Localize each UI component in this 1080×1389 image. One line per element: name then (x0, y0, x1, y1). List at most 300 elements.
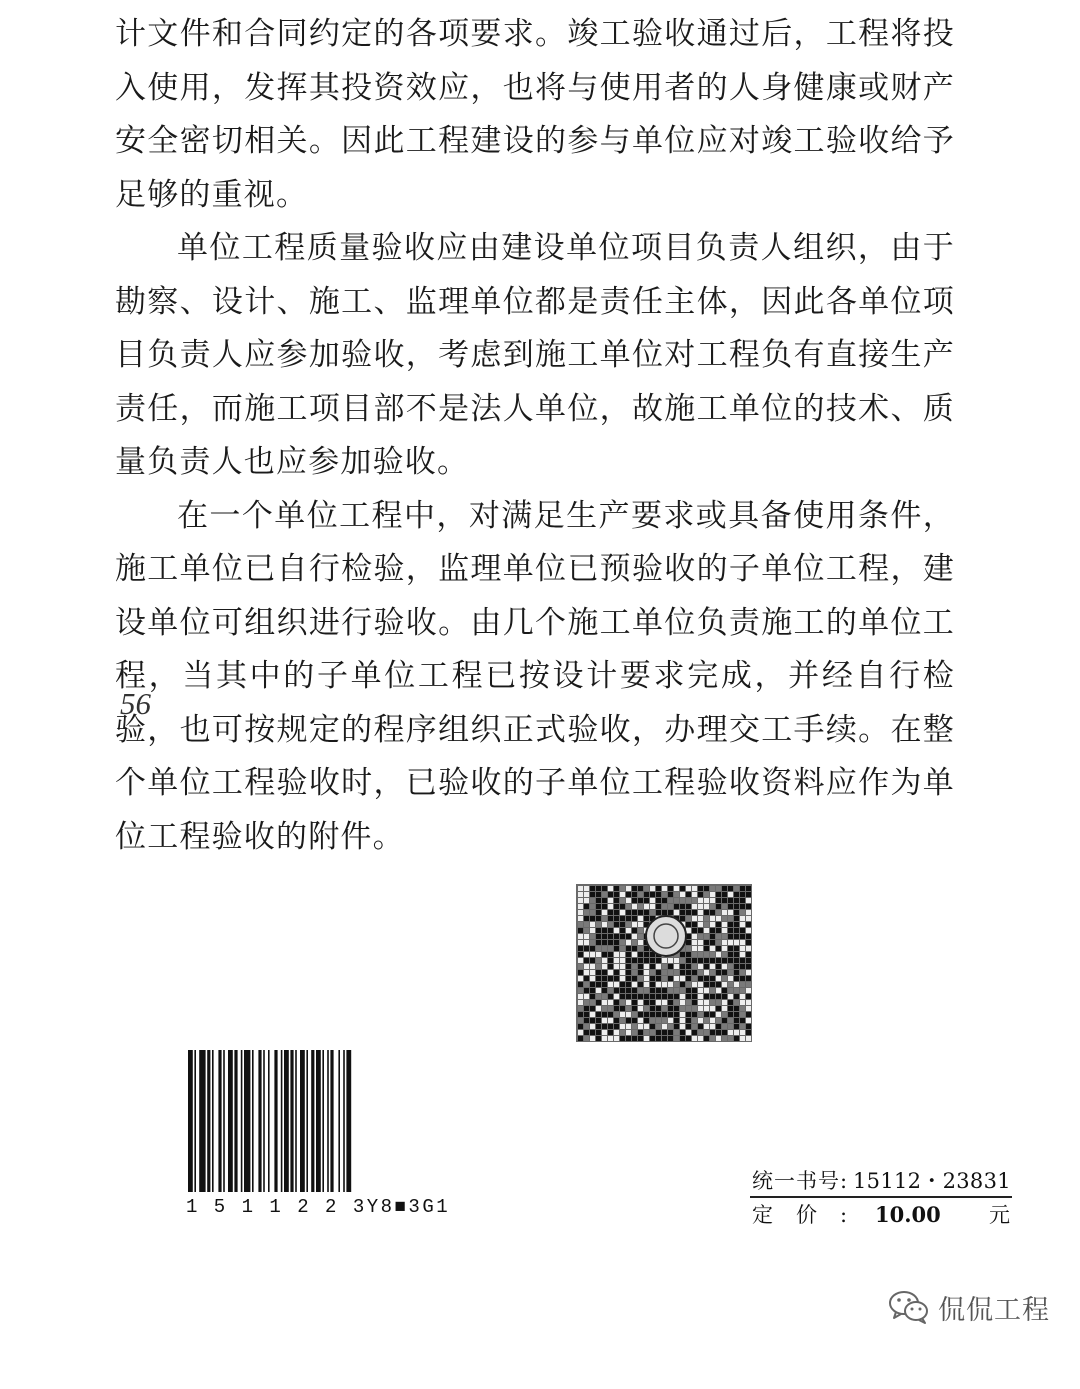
price-unit: 元 (989, 1203, 1010, 1227)
stamp-cell (728, 1030, 733, 1035)
stamp-cell (728, 1024, 733, 1029)
stamp-cell (644, 898, 649, 903)
stamp-cell (692, 958, 697, 963)
stamp-cell (692, 922, 697, 927)
stamp-cell (614, 1030, 619, 1035)
paragraph: 在一个单位工程中，对满足生产要求或具备使用条件，施工单位已自行检验，监理单位已预验收的子单位工程，建设单位可组织进行验收。由几个施工单位负责施工的单位工程，当其中的子单位工程已按设计要求完成，并经自行检验，也可按规定的程序组织正式验收，办理交工手续。在整个单位工程验收时，已验收的子单位工程验收资料应作为单位工程验收的附件。 (115, 497, 955, 855)
stamp-cell (602, 988, 607, 993)
stamp-cell (584, 952, 589, 957)
stamp-cell (632, 1030, 637, 1035)
stamp-cell (704, 934, 709, 939)
stamp-cell (662, 898, 667, 903)
stamp-cell (650, 964, 655, 969)
stamp-cell (740, 952, 745, 957)
catalog-number-value: 15112・23831 (853, 1169, 1011, 1193)
stamp-cell (608, 934, 613, 939)
stamp-cell (590, 892, 595, 897)
stamp-cell (638, 934, 643, 939)
stamp-cell (662, 976, 667, 981)
stamp-cell (608, 970, 613, 975)
stamp-cell (710, 976, 715, 981)
stamp-cell (692, 946, 697, 951)
stamp-cell (602, 982, 607, 987)
stamp-cell (632, 982, 637, 987)
stamp-cell (698, 886, 703, 891)
stamp-cell (608, 958, 613, 963)
stamp-cell (734, 940, 739, 945)
stamp-cell (626, 988, 631, 993)
stamp-cell (584, 898, 589, 903)
stamp-cell (728, 982, 733, 987)
stamp-cell (638, 1000, 643, 1005)
stamp-cell (674, 886, 679, 891)
stamp-cell (746, 916, 751, 921)
stamp-cell (638, 892, 643, 897)
stamp-cell (698, 1006, 703, 1011)
stamp-cell (728, 928, 733, 933)
stamp-cell (680, 982, 685, 987)
stamp-cell (674, 1006, 679, 1011)
stamp-cell (620, 922, 625, 927)
stamp-cell (656, 988, 661, 993)
stamp-cell (602, 958, 607, 963)
stamp-cell (710, 904, 715, 909)
stamp-cell (680, 1012, 685, 1017)
stamp-cell (650, 988, 655, 993)
stamp-cell (710, 1030, 715, 1035)
stamp-cell (620, 904, 625, 909)
stamp-cell (584, 1012, 589, 1017)
stamp-cell (650, 904, 655, 909)
stamp-cell (668, 910, 673, 915)
barcode-bar (322, 1050, 324, 1192)
stamp-cell (734, 988, 739, 993)
stamp-cell (692, 988, 697, 993)
stamp-cell (668, 988, 673, 993)
stamp-cell (734, 1012, 739, 1017)
stamp-cell (626, 1012, 631, 1017)
stamp-cell (632, 934, 637, 939)
stamp-cell (626, 958, 631, 963)
stamp-cell (710, 898, 715, 903)
stamp-cell (710, 892, 715, 897)
stamp-cell (608, 928, 613, 933)
stamp-cell (734, 904, 739, 909)
stamp-cell (608, 916, 613, 921)
stamp-cell (686, 976, 691, 981)
stamp-cell (698, 1012, 703, 1017)
stamp-cell (602, 976, 607, 981)
stamp-cell (734, 1006, 739, 1011)
stamp-cell (578, 1030, 583, 1035)
stamp-cell (722, 1036, 727, 1041)
stamp-cell (674, 910, 679, 915)
stamp-cell (644, 988, 649, 993)
stamp-cell (716, 910, 721, 915)
stamp-cell (614, 976, 619, 981)
stamp-cell (602, 946, 607, 951)
stamp-cell (698, 910, 703, 915)
stamp-cell (704, 916, 709, 921)
stamp-cell (590, 898, 595, 903)
barcode-bar (300, 1050, 305, 1192)
stamp-cell (722, 964, 727, 969)
stamp-cell (728, 892, 733, 897)
stamp-cell (584, 934, 589, 939)
stamp-cell (662, 1012, 667, 1017)
stamp-cell (596, 976, 601, 981)
stamp-cell (668, 964, 673, 969)
stamp-cell (722, 910, 727, 915)
stamp-cell (674, 976, 679, 981)
stamp-cell (728, 976, 733, 981)
stamp-cell (710, 958, 715, 963)
stamp-cell (662, 1000, 667, 1005)
stamp-cell (596, 1000, 601, 1005)
stamp-cell (602, 892, 607, 897)
stamp-cell (578, 946, 583, 951)
stamp-cell (734, 976, 739, 981)
stamp-cell (734, 1018, 739, 1023)
stamp-cell (590, 928, 595, 933)
stamp-cell (686, 994, 691, 999)
stamp-cell (626, 916, 631, 921)
stamp-cell (662, 994, 667, 999)
stamp-cell (692, 916, 697, 921)
stamp-cell (662, 904, 667, 909)
stamp-cell (716, 952, 721, 957)
stamp-cell (578, 1036, 583, 1041)
stamp-cell (734, 994, 739, 999)
stamp-cell (638, 1006, 643, 1011)
stamp-cell (746, 1018, 751, 1023)
stamp-cell (704, 892, 709, 897)
stamp-cell (710, 916, 715, 921)
stamp-cell (614, 892, 619, 897)
barcode-bar (188, 1050, 193, 1192)
stamp-cell (710, 886, 715, 891)
stamp-cell (626, 940, 631, 945)
stamp-cell (716, 1018, 721, 1023)
stamp-cell (680, 1018, 685, 1023)
stamp-cell (626, 928, 631, 933)
stamp-cell (578, 916, 583, 921)
stamp-cell (638, 994, 643, 999)
book-info (750, 1166, 1012, 1230)
stamp-cell (722, 994, 727, 999)
price-label: 定价: (752, 1203, 871, 1227)
stamp-cell (620, 910, 625, 915)
stamp-cell (704, 904, 709, 909)
stamp-cell (578, 976, 583, 981)
stamp-cell (746, 910, 751, 915)
stamp-cell (584, 928, 589, 933)
stamp-cell (626, 952, 631, 957)
stamp-cell (710, 1036, 715, 1041)
stamp-cell (686, 946, 691, 951)
stamp-cell (602, 1036, 607, 1041)
stamp-cell (590, 934, 595, 939)
stamp-cell (620, 970, 625, 975)
stamp-cell (590, 1006, 595, 1011)
stamp-cell (692, 928, 697, 933)
stamp-cell (692, 1024, 697, 1029)
stamp-cell (596, 1012, 601, 1017)
stamp-cell (680, 976, 685, 981)
page-number: 56 (120, 686, 151, 721)
stamp-cell (614, 898, 619, 903)
stamp-cell (584, 982, 589, 987)
stamp-cell (728, 988, 733, 993)
stamp-cell (590, 1036, 595, 1041)
stamp-cell (746, 994, 751, 999)
stamp-cell (602, 928, 607, 933)
stamp-cell (638, 1018, 643, 1023)
stamp-cell (584, 1006, 589, 1011)
stamp-cell (596, 1018, 601, 1023)
stamp-cell (686, 982, 691, 987)
stamp-cell (692, 952, 697, 957)
stamp-cell (722, 1030, 727, 1035)
barcode-bar (218, 1050, 221, 1192)
stamp-cell (608, 1030, 613, 1035)
stamp-cell (716, 1024, 721, 1029)
stamp-cell (722, 970, 727, 975)
stamp-cell (644, 1030, 649, 1035)
barcode-digits: 1 5 1 1 2 2 3Y8■3G1 (186, 1196, 451, 1218)
stamp-cell (650, 1024, 655, 1029)
stamp-cell (620, 976, 625, 981)
stamp-cell (704, 910, 709, 915)
stamp-cell (668, 976, 673, 981)
stamp-cell (656, 1030, 661, 1035)
stamp-cell (710, 952, 715, 957)
stamp-cell (668, 982, 673, 987)
stamp-cell (728, 1036, 733, 1041)
stamp-cell (740, 958, 745, 963)
stamp-cell (698, 928, 703, 933)
stamp-cell (686, 1018, 691, 1023)
stamp-cell (734, 910, 739, 915)
stamp-cell (656, 964, 661, 969)
stamp-cell (608, 952, 613, 957)
stamp-cell (584, 994, 589, 999)
stamp-cell (746, 904, 751, 909)
stamp-cell (668, 892, 673, 897)
stamp-cell (644, 964, 649, 969)
stamp-cell (656, 994, 661, 999)
stamp-cell (686, 928, 691, 933)
stamp-cell (704, 988, 709, 993)
stamp-cell (704, 946, 709, 951)
stamp-cell (710, 922, 715, 927)
stamp-cell (602, 886, 607, 891)
stamp-cell (692, 1030, 697, 1035)
stamp-cell (590, 994, 595, 999)
stamp-cell (728, 1018, 733, 1023)
stamp-cell (722, 1012, 727, 1017)
stamp-cell (686, 1006, 691, 1011)
stamp-cell (734, 1024, 739, 1029)
stamp-cell (668, 970, 673, 975)
stamp-cell (698, 904, 703, 909)
stamp-cell (638, 910, 643, 915)
stamp-cell (668, 904, 673, 909)
barcode-bar (346, 1050, 351, 1192)
stamp-cell (620, 952, 625, 957)
stamp-cell (728, 886, 733, 891)
stamp-cell (614, 1006, 619, 1011)
paragraph: 单位工程质量验收应由建设单位项目负责人组织，由于勘察、设计、施工、监理单位都是责任主体，因此各单位项目负责人应参加验收，考虑到施工单位对工程负有直接生产责任，而施工项目部不是法人单位，故施工单位的技术、质量负责人也应参加验收。 (115, 230, 955, 480)
stamp-cell (596, 946, 601, 951)
stamp-cell (620, 916, 625, 921)
stamp-cell (740, 1030, 745, 1035)
stamp-cell (740, 940, 745, 945)
stamp-cell (650, 994, 655, 999)
stamp-cell (680, 1024, 685, 1029)
stamp-cell (638, 940, 643, 945)
wechat-icon (888, 1289, 930, 1325)
stamp-cell (746, 1030, 751, 1035)
stamp-cell (590, 1000, 595, 1005)
stamp-cell (602, 1018, 607, 1023)
stamp-cell (668, 1024, 673, 1029)
stamp-cell (674, 1024, 679, 1029)
stamp-cell (728, 922, 733, 927)
stamp-cell (728, 916, 733, 921)
stamp-cell (596, 964, 601, 969)
stamp-cell (638, 970, 643, 975)
barcode-bar (290, 1050, 293, 1192)
stamp-cell (740, 922, 745, 927)
stamp-cell (578, 1018, 583, 1023)
stamp-cell (620, 994, 625, 999)
stamp-cell (728, 934, 733, 939)
stamp-cell (710, 934, 715, 939)
stamp-cell (728, 898, 733, 903)
stamp-cell (680, 886, 685, 891)
stamp-cell (668, 994, 673, 999)
stamp-cell (638, 1024, 643, 1029)
stamp-cell (602, 1000, 607, 1005)
stamp-cell (608, 1000, 613, 1005)
stamp-cell (590, 982, 595, 987)
stamp-cell (650, 1006, 655, 1011)
stamp-cell (740, 1018, 745, 1023)
stamp-cell (590, 940, 595, 945)
stamp-cell (668, 958, 673, 963)
stamp-cell (620, 898, 625, 903)
stamp-cell (626, 982, 631, 987)
stamp-cell (710, 1012, 715, 1017)
stamp-cell (638, 886, 643, 891)
stamp-cell (584, 922, 589, 927)
stamp-cell (608, 1036, 613, 1041)
stamp-cell (740, 910, 745, 915)
stamp-cell (734, 982, 739, 987)
stamp-cell (680, 958, 685, 963)
stamp-cell (638, 958, 643, 963)
stamp-cell (746, 928, 751, 933)
stamp-cell (674, 1036, 679, 1041)
stamp-cell (692, 904, 697, 909)
stamp-cell (734, 1036, 739, 1041)
price-row (750, 1200, 1012, 1230)
stamp-cell (716, 886, 721, 891)
stamp-cell (698, 982, 703, 987)
stamp-cell (578, 988, 583, 993)
stamp-cell (638, 1036, 643, 1041)
stamp-cell (590, 904, 595, 909)
stamp-cell (746, 952, 751, 957)
stamp-cell (602, 916, 607, 921)
stamp-cell (728, 1006, 733, 1011)
barcode-bar (268, 1050, 270, 1192)
stamp-cell (590, 922, 595, 927)
stamp-cell (716, 946, 721, 951)
stamp-cell (686, 886, 691, 891)
stamp-cell (620, 892, 625, 897)
stamp-cell (668, 1006, 673, 1011)
stamp-cell (644, 952, 649, 957)
stamp-cell (596, 892, 601, 897)
stamp-cell (698, 970, 703, 975)
stamp-cell (686, 970, 691, 975)
stamp-cell (584, 976, 589, 981)
stamp-cell (626, 886, 631, 891)
stamp-cell (608, 1012, 613, 1017)
stamp-cell (686, 1000, 691, 1005)
stamp-cell (620, 1036, 625, 1041)
stamp-cell (704, 940, 709, 945)
stamp-cell (746, 958, 751, 963)
stamp-cell (644, 982, 649, 987)
stamp-cell (746, 946, 751, 951)
barcode-bar (338, 1050, 340, 1192)
stamp-cell (626, 946, 631, 951)
stamp-cell (602, 970, 607, 975)
stamp-cell (602, 940, 607, 945)
stamp-cell (662, 988, 667, 993)
stamp-cell (668, 898, 673, 903)
stamp-cell (746, 1036, 751, 1041)
stamp-cell (590, 1024, 595, 1029)
stamp-cell (614, 946, 619, 951)
stamp-cell (716, 898, 721, 903)
stamp-cell (626, 1006, 631, 1011)
stamp-cell (632, 976, 637, 981)
stamp-cell (722, 1000, 727, 1005)
stamp-cell (656, 904, 661, 909)
stamp-cell (716, 1000, 721, 1005)
stamp-cell (614, 910, 619, 915)
stamp-cell (626, 1024, 631, 1029)
stamp-cell (662, 982, 667, 987)
stamp-cell (656, 976, 661, 981)
stamp-cell (734, 934, 739, 939)
stamp-cell (608, 982, 613, 987)
stamp-cell (680, 898, 685, 903)
stamp-cell (704, 1018, 709, 1023)
stamp-cell (704, 928, 709, 933)
stamp-cell (656, 1012, 661, 1017)
stamp-cell (698, 976, 703, 981)
stamp-cell (680, 970, 685, 975)
stamp-cell (638, 1030, 643, 1035)
stamp-cell (716, 904, 721, 909)
stamp-cell (584, 1000, 589, 1005)
stamp-cell (650, 982, 655, 987)
